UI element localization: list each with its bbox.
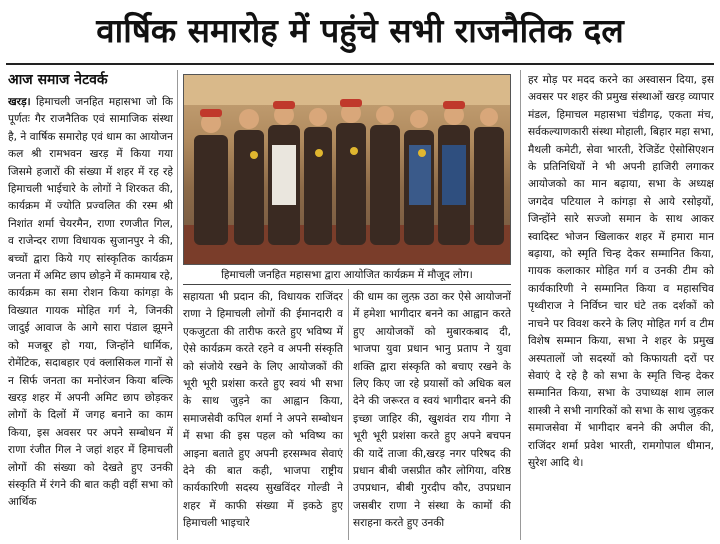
article-text-4: हर मोड़ पर मदद करने का अस्वासन दिया, इस अवसर पर शहर की प्रमुख संस्थाओं खरड़ व्यापार मंडल, हिमाचल महासभा चंडीगढ़, एकता मंच, सर्वकल्याणकारी संस्था मोहाली, बिहार महा सभा, मैथली कमेटी, सेवा भारती, रेजिडेंट ऐसोसिएशन के प्रतिनिधियों ने भी अपनी हाजिरी लगाकर आयोजको का मान बढ़ाया, सभा के अध्यक्ष जगदेव पटियाल ने कांगड़ा से आये रसोइयों, जिन्होंने सारे सज्जो समान के साथ आकर स्वादिस्ट भोजन खिलाकर शहर में हमारा मान बढ़ाया, को स्मृति चिन्ह देकर सम्मानित किया, गायक कलाकार मोहित गर्ग व उनकी टीम को कार्यकारिणी ने सम्मानित किया व महासचिव पृथ्वीराज ने निर्विघ्न चार घंटे तक दर्शकों को नाचने पर विवश करने के लिए मोहित गर्ग व टीम विशेष सम्मान किया, सभा ने शहर के प्रमुख अस्पतालों जो सदस्यों को किफायती दरों पर सेवाएं दे रहे है को सभा के स्मृति चिन्ह देकर सम्मानित किया, सभा के उपाध्यक्ष शाम लाल शास्त्री ने सभी नागरिकों को सभा के साथ जुड़कर समाजसेवा में भागीदार बनने की अपील की, राजिंदर शर्मा प्रवेश भारती, रामगोपाल धीमान, सुरेश आदि थे। [528,74,714,469]
column-divider [348,289,349,540]
event-photo [183,74,511,265]
byline: आज समाज नेटवर्क [8,72,108,88]
article-column-1 [8,94,173,542]
people-illustration [184,75,510,264]
dateline: खरड़। [8,96,31,108]
article-column-4 [528,72,714,542]
column-divider [520,70,521,540]
article-text-2: सहायता भी प्रदान की, विधायक राजिंदर राणा ने हिमाचली लोगों की ईमानदारी व एकजुटता की तारीफ करते हुए भविष्य में ऐसे कार्यक्रम करते रहने व अपनी संस्कृति को संजोये रखने के लिए आयोजकों की भूरी भूरी प्रशंसा करते हुए स्वयं भी सभा के साथ जुड़ने का आह्वान किया, समाजसेवी कपिल शर्मा ने अपने सम्बोधन में सभा की इस पहल को भविष्य का आइना बताते हुए अपनी हरसम्भव सेवाएं देने की बात कही, भाजपा राष्ट्रीय कार्यकारिणी सदस्य सुखविंदर गोल्डी ने शहर में काफी संख्या में इकठे हुए हिमाचली भाइचारे [183,291,343,530]
article-text-3: की धाम का लुत्फ़ उठा कर ऐसे आयोजनों में हमेशा भागीदार बनने का आह्वान करते हुए आयोजकों को मुबारकबाद दी, भाजपा युवा प्रधान भानु प्रताप ने युवा शक्ति द्वारा संस्कृति को बचाए रखने के लिए किए जा रहे प्रयासों को अधिक बल देने की जरूरत व स्वयं भागीदार बनने की इच्छा जाहिर की, खुशवंत राय गीगा ने भूरी भूरी प्रशंसा करते हुए अपने बचपन की यादें ताजा की,खरड़ नगर परिषद की प्रधान बीबी जसप्रीत कौर लोगिया, वरिष्ठ उपप्रधान, बीबी गुरदीप कौर, उपप्रधान जसबीर राणा ने संस्था के कामों की सराहना करते हुए उनकी [353,291,511,530]
article-text-1: हिमाचली जनहित महासभा जो कि पूर्णतः गैर राजनैतिक एवं सामाजिक संस्था है, ने वार्षिक समारोह एवं धाम का आयोजन कल श्री रामभवन खरड़ में किया गया जिसमे हजारों की संख्या में शहर में रह रहे हिमाचली भाईचारे के लोगों ने शिरकत की, कार्यक्रम में ज्योति प्रज्वलित की रस्म श्री निशांत शर्मा चेयरमैन, राणा रणजीत गिल, व राजेन्दर राणा विधायक सुजानपुर ने की, बच्चों द्वारा किये गए सांस्कृतिक कार्यक्रम जनता में अमिट छाप छोड़ने में कामयाब रहे, कार्यक्रम का समा रोशन किया कांगड़ा के विख्यात गायक मोहित गर्ग ने, जिनकी जादुई आवाज के आगे सारा पंडाल झूमने को मजबूर हो गया, जिन्होंने धार्मिक, रोमेंटिक, सदाबहार एवं क्लासिकल गानों से न सिर्फ जनता का मनोरंजन किया बल्कि खरड़ शहर में अपनी अमिट छाप छोड़कर लोगों के दिलों में जगह बनाने का काम किया, इस अवसर पर अपने सम्बोधन में राणा रंजीत गिल ने जहां शहर में हिमाचली लोगों की संख्या को देखते हुए उनकी संस्कृति में रंगने की बात कही वहीं सभा को आर्थिक [8,96,173,509]
article-column-2 [183,289,343,541]
article-column-3 [353,289,511,541]
photo-caption: हिमाचली जनहित महासभा द्वारा आयोजित कार्यक्रम में मौजूद लोग। [183,266,511,285]
headline-rule [6,63,714,65]
headline: वार्षिक समारोह में पहुंचे सभी राजनैतिक दल [96,11,624,50]
column-divider [177,70,178,540]
